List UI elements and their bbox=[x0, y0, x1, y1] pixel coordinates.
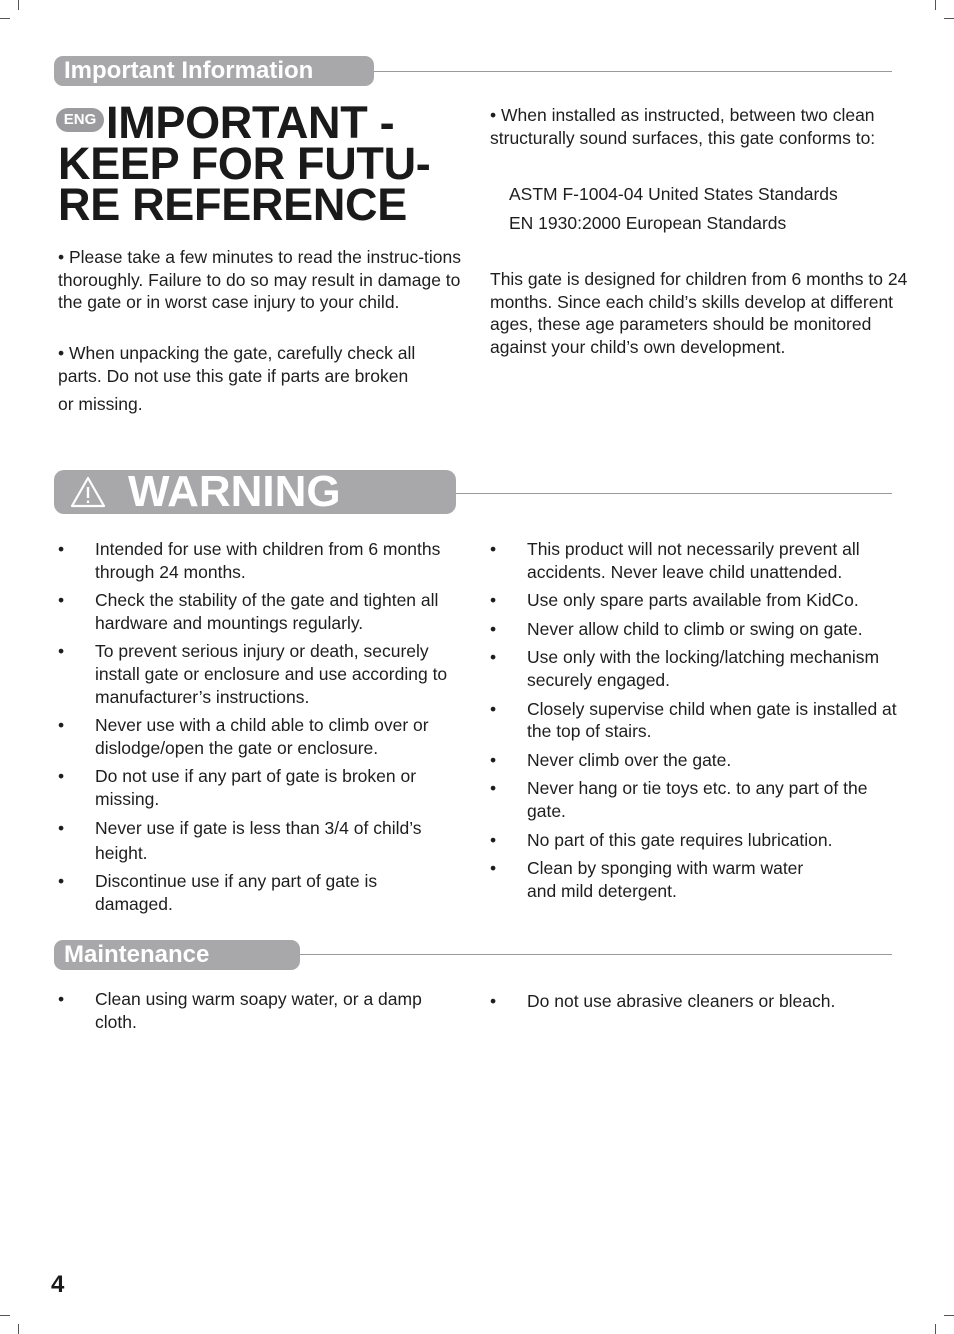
title-line-3: RE REFERENCE bbox=[58, 179, 407, 230]
list-item: • Use only with the locking/latching mechanism securely engaged. bbox=[490, 646, 900, 691]
warning-header bbox=[54, 467, 456, 516]
page-title bbox=[58, 97, 458, 230]
crop-mark bbox=[0, 18, 10, 19]
list-item: • Never allow child to climb or swing on gate. bbox=[490, 618, 900, 641]
list-item: • Check the stability of the gate and tighten all hardware and mountings regularly. bbox=[58, 589, 458, 634]
list-item: • Never use if gate is less than 3/4 of child’s bbox=[58, 817, 458, 840]
crop-mark bbox=[935, 1324, 936, 1334]
list-item-continuation: height. bbox=[95, 843, 148, 863]
crop-mark bbox=[18, 0, 19, 10]
section-header-important-information: Important Information bbox=[54, 56, 374, 86]
crop-mark bbox=[944, 18, 954, 19]
title-line-2: KEEP FOR FUTU- bbox=[58, 138, 431, 189]
section-rule bbox=[456, 493, 892, 494]
list-item: • Intended for use with children from 6 months through 24 months. bbox=[58, 538, 458, 583]
intro-paragraph-age-range: This gate is designed for children from 6 months to 24 months. Since each child’s skills develop at different ages, these age parameters should be monitored against your child’s own development. bbox=[490, 269, 908, 357]
list-item: • Clean using warm soapy water, or a damp cloth. bbox=[58, 988, 458, 1033]
list-item: • To prevent serious injury or death, securely install gate or enclosure and use according to manufacturer’s instructions. bbox=[58, 640, 458, 708]
crop-mark bbox=[0, 1315, 10, 1316]
standard-astm: ASTM F-1004-04 United States Standards bbox=[509, 184, 838, 204]
crop-mark bbox=[935, 0, 936, 10]
intro-paragraph-unpacking-end: or missing. bbox=[58, 394, 143, 414]
list-item: • Never use with a child able to climb over or dislodge/open the gate or enclosure. bbox=[58, 714, 458, 759]
crop-mark bbox=[18, 1324, 19, 1334]
section-rule bbox=[374, 71, 892, 72]
language-badge: ENG bbox=[56, 108, 104, 132]
maintenance-list-left bbox=[58, 988, 458, 1033]
list-item: • Discontinue use if any part of gate is damaged. bbox=[58, 870, 458, 915]
standard-en: EN 1930:2000 European Standards bbox=[509, 213, 787, 233]
page-number: 4 bbox=[51, 1271, 65, 1298]
list-item: • This product will not necessarily prevent all accidents. Never leave child unattended. bbox=[490, 538, 900, 583]
title-line-1: IMPORTANT - bbox=[106, 97, 395, 148]
warning-title: WARNING bbox=[128, 467, 341, 516]
maintenance-list-right bbox=[490, 990, 900, 1013]
list-item: • Do not use if any part of gate is broken or missing. bbox=[58, 765, 458, 810]
list-item: • Use only spare parts available from KidCo. bbox=[490, 589, 900, 612]
list-item: • Closely supervise child when gate is installed at the top of stairs. bbox=[490, 698, 900, 743]
intro-paragraph-unpacking: • When unpacking the gate, carefully check all parts. Do not use this gate if parts are broken bbox=[58, 343, 416, 386]
warning-triangle-icon bbox=[70, 476, 106, 508]
list-item: • Never climb over the gate. bbox=[490, 749, 900, 772]
list-item: • Clean by sponging with warm water and mild detergent. bbox=[490, 857, 837, 902]
intro-paragraph-installation: • When installed as instructed, between two clean structurally sound surfaces, this gate conforms to: bbox=[490, 105, 876, 148]
section-header-maintenance: Maintenance bbox=[54, 940, 300, 970]
warning-list-left-end bbox=[58, 870, 458, 915]
intro-paragraph-read: • Please take a few minutes to read the instruc-tions thoroughly. Failure to do so may result in damage to the gate or in worst case injury to your child. bbox=[58, 247, 461, 313]
crop-mark bbox=[944, 1315, 954, 1316]
section-rule bbox=[300, 954, 892, 955]
warning-list-left bbox=[58, 538, 458, 839]
list-item: • No part of this gate requires lubrication. bbox=[490, 829, 900, 852]
list-item: • Never hang or tie toys etc. to any part of the gate. bbox=[490, 777, 900, 822]
warning-list-right bbox=[490, 538, 900, 902]
list-item: • Do not use abrasive cleaners or bleach. bbox=[490, 990, 900, 1013]
